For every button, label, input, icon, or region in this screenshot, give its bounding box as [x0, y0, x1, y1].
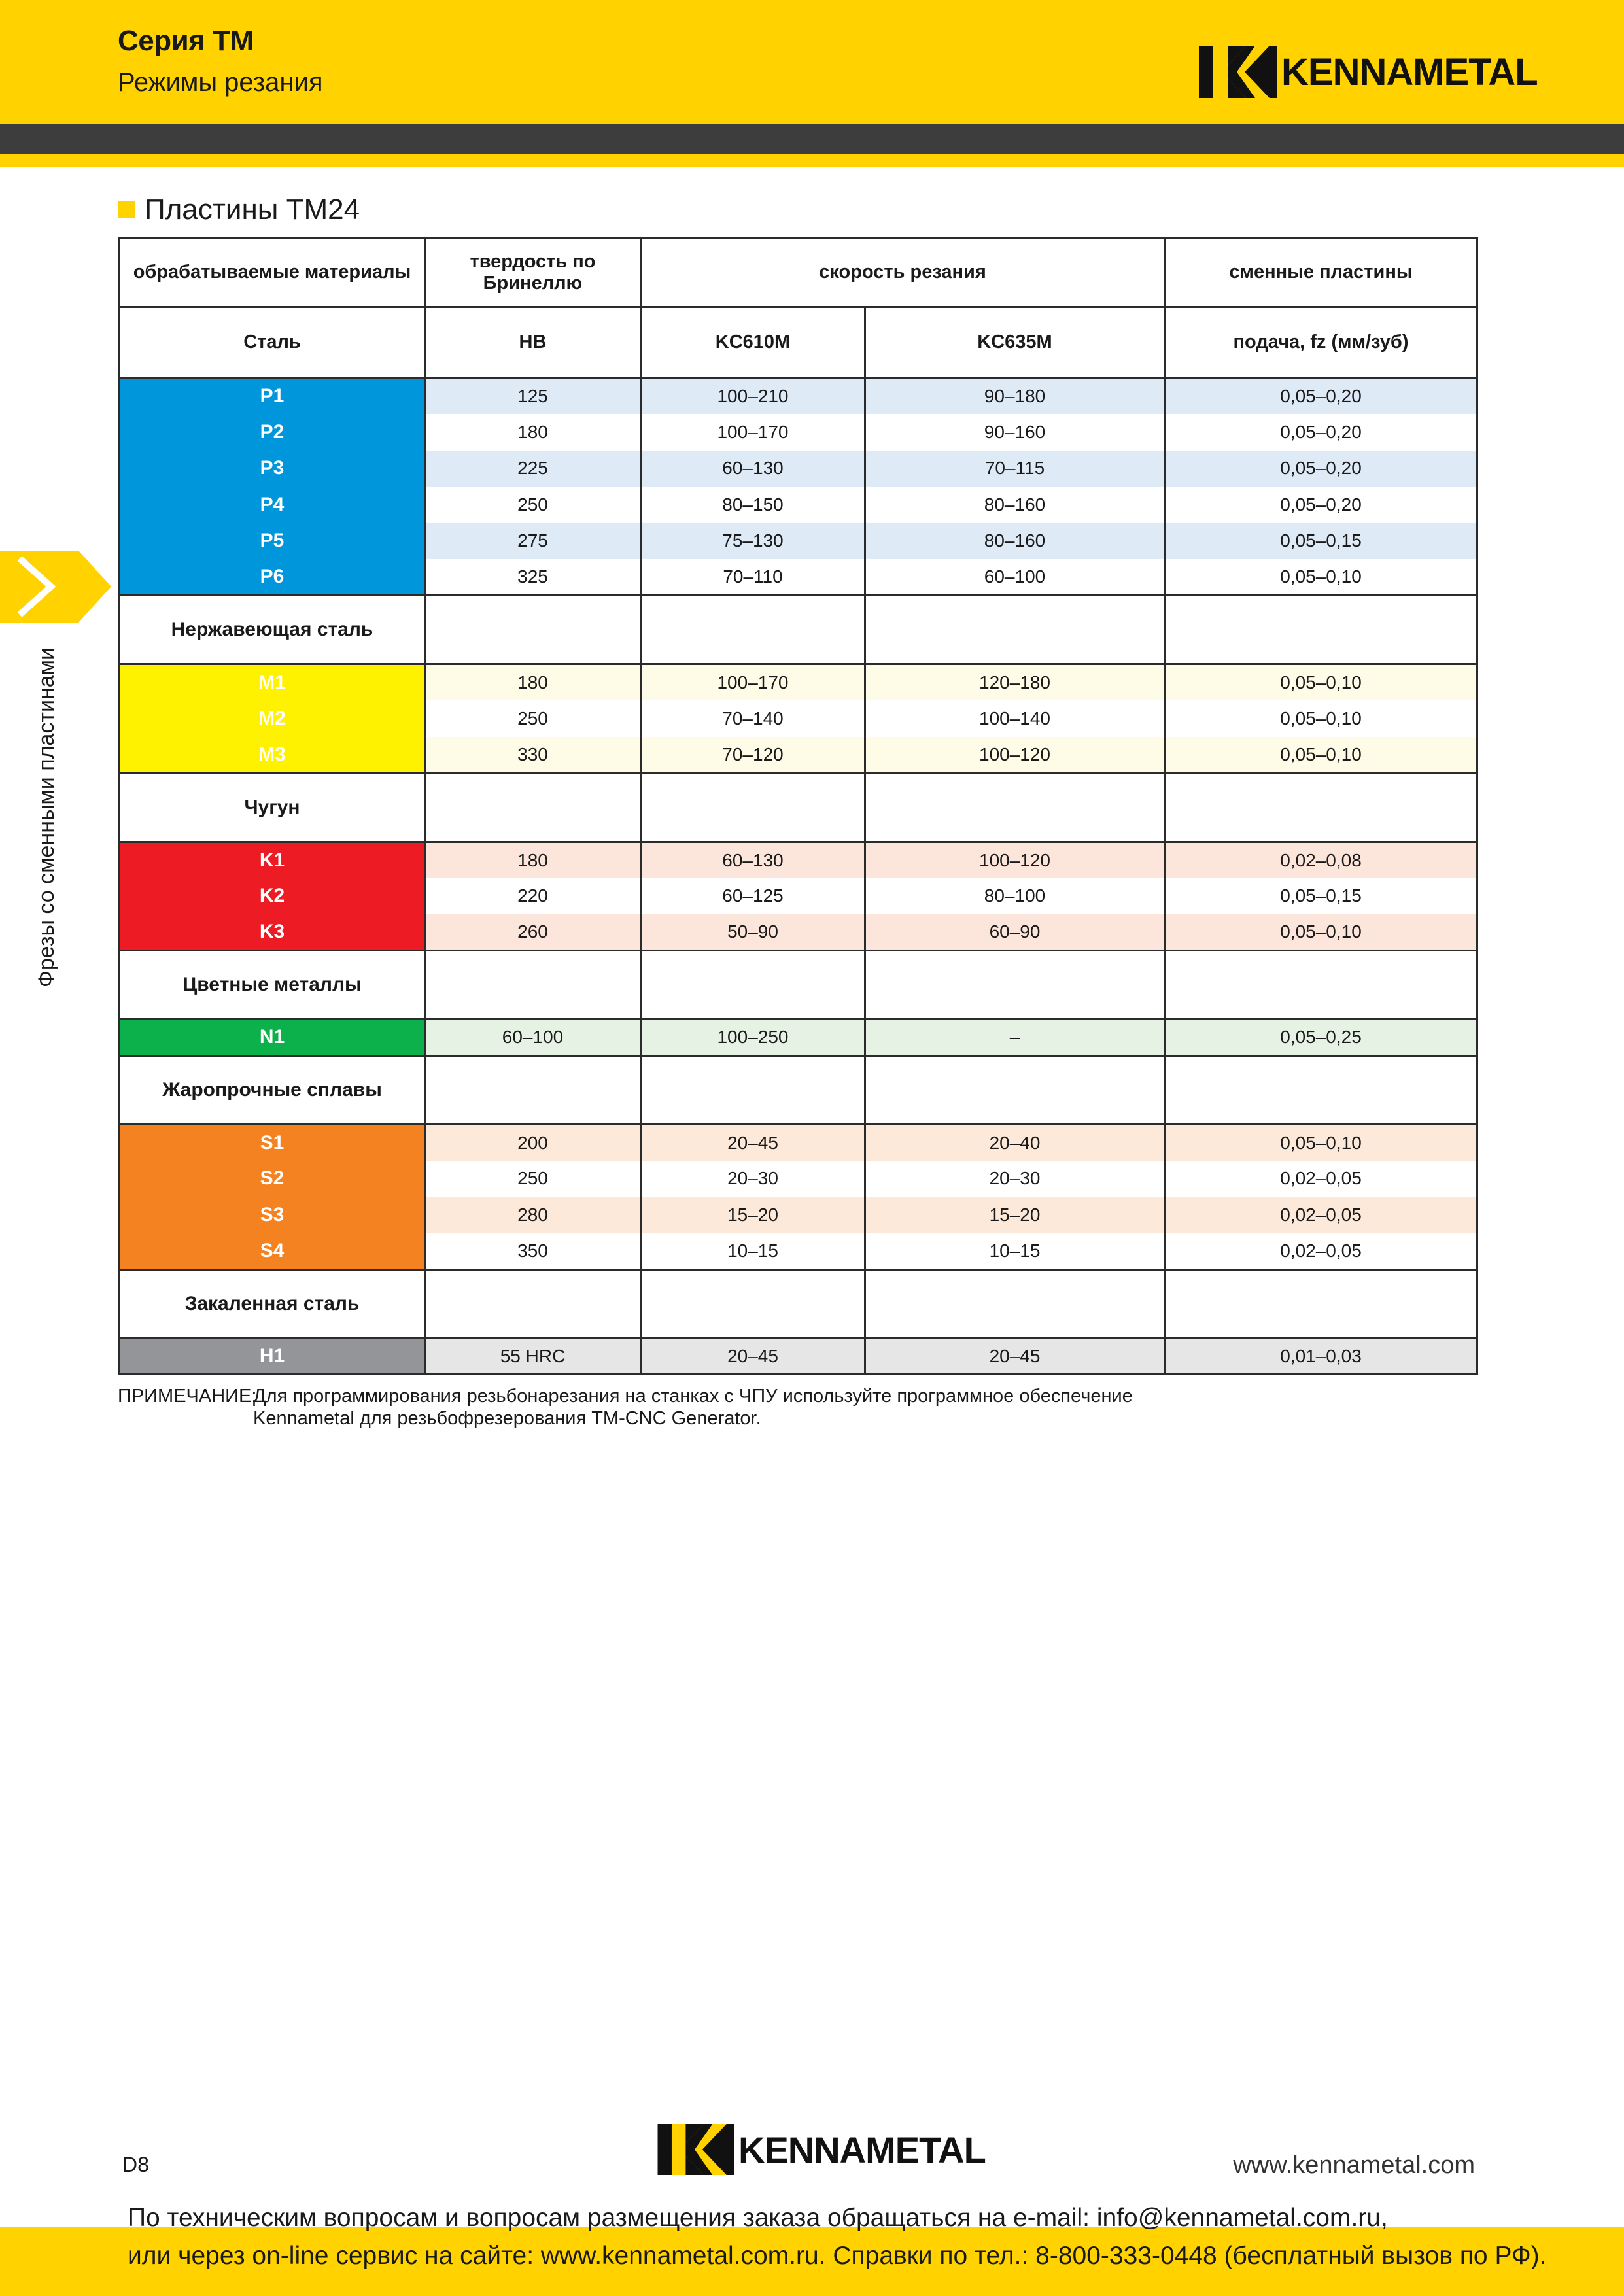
table-row — [120, 878, 1477, 915]
header-dark-band — [0, 124, 1624, 154]
table-row — [120, 914, 1477, 951]
contact-info — [128, 2199, 1547, 2275]
value-cell-hb: 220 — [425, 878, 641, 915]
group-header-empty-cell — [1165, 1269, 1477, 1338]
group-name: Жаропрочные сплавы — [120, 1055, 425, 1124]
value-cell-kc610m: 75–130 — [641, 523, 865, 560]
group-header-empty-cell — [425, 1269, 641, 1338]
table-row — [120, 1124, 1477, 1161]
value-cell-kc610m: 60–125 — [641, 878, 865, 915]
page-subtitle: Режимы резания — [118, 68, 323, 97]
table-row — [120, 414, 1477, 451]
material-code-cell: P3 — [120, 451, 425, 487]
group-header-empty-cell — [1165, 596, 1477, 664]
note-text: Для программирования резьбонарезания на станках с ЧПУ используйте программное обеспечение Kennametal для резьбофрезерования TM-CNC Generator. — [253, 1386, 1133, 1429]
value-cell-hb: 280 — [425, 1197, 641, 1233]
table-row — [120, 378, 1477, 415]
value-cell-hb: 60–100 — [425, 1019, 641, 1056]
value-cell-feed: 0,02–0,05 — [1165, 1197, 1477, 1233]
group-header-empty-cell — [641, 596, 865, 664]
kennametal-k-icon — [1199, 46, 1277, 98]
value-cell-feed: 0,05–0,15 — [1165, 523, 1477, 560]
value-cell-kc635m: 90–180 — [865, 378, 1165, 415]
value-cell-kc610m: 80–150 — [641, 487, 865, 523]
value-cell-kc610m: 20–45 — [641, 1124, 865, 1161]
material-code-cell: P1 — [120, 378, 425, 415]
group-header-row — [120, 1055, 1477, 1124]
material-code-cell: P4 — [120, 487, 425, 523]
value-cell-feed: 0,02–0,05 — [1165, 1161, 1477, 1197]
page-number: D8 — [122, 2153, 149, 2176]
group-header-empty-cell — [1165, 773, 1477, 842]
group-header-empty-cell — [865, 773, 1165, 842]
group-header-empty-cell — [641, 773, 865, 842]
value-cell-feed: 0,05–0,20 — [1165, 451, 1477, 487]
side-tab-label: Фрезы со сменными пластинами — [34, 647, 59, 987]
value-cell-kc635m: 20–30 — [865, 1161, 1165, 1197]
group-header-row — [120, 1269, 1477, 1338]
value-cell-kc635m: 120–180 — [865, 664, 1165, 701]
header-inserts: сменные пластины — [1165, 238, 1477, 307]
yellow-square-icon — [118, 201, 135, 218]
value-cell-kc610m: 70–110 — [641, 559, 865, 596]
value-cell-kc610m: 15–20 — [641, 1197, 865, 1233]
value-cell-kc635m: 100–120 — [865, 737, 1165, 774]
material-code-cell: P6 — [120, 559, 425, 596]
table-header-row — [120, 238, 1477, 307]
subheader-kc610m: KC610M — [641, 307, 865, 378]
kennametal-logo — [1199, 46, 1538, 98]
group-header-row — [120, 951, 1477, 1019]
value-cell-hb: 330 — [425, 737, 641, 774]
value-cell-kc635m: 80–160 — [865, 487, 1165, 523]
header-yellow-strip — [0, 154, 1624, 167]
header-speed: скорость резания — [641, 238, 1165, 307]
value-cell-hb: 180 — [425, 664, 641, 701]
value-cell-hb: 250 — [425, 487, 641, 523]
group-header-empty-cell — [425, 773, 641, 842]
material-code-cell: M3 — [120, 737, 425, 774]
group-header-empty-cell — [425, 596, 641, 664]
header-materials: обрабатываемые материалы — [120, 238, 425, 307]
footer-logo-wordmark: KENNAMETAL — [738, 2129, 986, 2170]
value-cell-feed: 0,05–0,10 — [1165, 914, 1477, 951]
group-header-empty-cell — [865, 1055, 1165, 1124]
subheader-steel: Сталь — [120, 307, 425, 378]
table-row — [120, 1161, 1477, 1197]
value-cell-kc610m: 10–15 — [641, 1233, 865, 1270]
value-cell-kc635m: 60–90 — [865, 914, 1165, 951]
group-name: Цветные металлы — [120, 951, 425, 1019]
value-cell-hb: 325 — [425, 559, 641, 596]
group-header-empty-cell — [865, 1269, 1165, 1338]
value-cell-kc635m: 100–140 — [865, 700, 1165, 737]
value-cell-kc635m: 80–100 — [865, 878, 1165, 915]
value-cell-kc635m: 15–20 — [865, 1197, 1165, 1233]
value-cell-kc635m: – — [865, 1019, 1165, 1056]
material-code-cell: N1 — [120, 1019, 425, 1056]
group-header-empty-cell — [641, 1055, 865, 1124]
value-cell-kc610m: 100–170 — [641, 414, 865, 451]
group-header-empty-cell — [1165, 951, 1477, 1019]
material-code-cell: K1 — [120, 842, 425, 878]
value-cell-hb: 250 — [425, 700, 641, 737]
group-header-empty-cell — [425, 951, 641, 1019]
footer-kennametal-logo — [657, 2124, 986, 2175]
section-title: Пластины TM24 — [145, 194, 360, 226]
value-cell-hb: 275 — [425, 523, 641, 560]
side-tab-chevron-icon — [0, 551, 111, 623]
value-cell-feed: 0,05–0,20 — [1165, 487, 1477, 523]
material-code-cell: S1 — [120, 1124, 425, 1161]
material-code-cell: P2 — [120, 414, 425, 451]
value-cell-feed: 0,05–0,10 — [1165, 559, 1477, 596]
group-header-row — [120, 773, 1477, 842]
website-link[interactable]: www.kennametal.com — [1233, 2151, 1475, 2179]
value-cell-hb: 200 — [425, 1124, 641, 1161]
value-cell-feed: 0,05–0,10 — [1165, 664, 1477, 701]
table-row — [120, 1019, 1477, 1056]
table-row — [120, 523, 1477, 560]
value-cell-kc610m: 60–130 — [641, 451, 865, 487]
value-cell-feed: 0,05–0,10 — [1165, 1124, 1477, 1161]
table-row — [120, 737, 1477, 774]
value-cell-feed: 0,05–0,20 — [1165, 414, 1477, 451]
material-code-cell: S3 — [120, 1197, 425, 1233]
value-cell-kc635m: 60–100 — [865, 559, 1165, 596]
material-code-cell: M1 — [120, 664, 425, 701]
subheader-feed: подача, fz (мм/зуб) — [1165, 307, 1477, 378]
cutting-data-table — [118, 237, 1478, 1375]
value-cell-feed: 0,02–0,05 — [1165, 1233, 1477, 1270]
value-cell-kc635m: 20–40 — [865, 1124, 1165, 1161]
table-row — [120, 1233, 1477, 1270]
value-cell-hb: 250 — [425, 1161, 641, 1197]
value-cell-kc610m: 70–140 — [641, 700, 865, 737]
group-header-row — [120, 596, 1477, 664]
value-cell-kc635m: 80–160 — [865, 523, 1165, 560]
header-hardness: твердость по Бринеллю — [425, 238, 641, 307]
table-subheader-row — [120, 307, 1477, 378]
logo-wordmark: KENNAMETAL — [1281, 50, 1538, 94]
value-cell-kc610m: 50–90 — [641, 914, 865, 951]
table-row — [120, 700, 1477, 737]
subheader-kc635m: KC635M — [865, 307, 1165, 378]
material-code-cell: S4 — [120, 1233, 425, 1270]
subheader-hb: HB — [425, 307, 641, 378]
value-cell-feed: 0,05–0,10 — [1165, 737, 1477, 774]
value-cell-feed: 0,05–0,15 — [1165, 878, 1477, 915]
kennametal-k-icon — [657, 2124, 734, 2175]
value-cell-hb: 125 — [425, 378, 641, 415]
value-cell-hb: 180 — [425, 414, 641, 451]
value-cell-kc635m: 100–120 — [865, 842, 1165, 878]
material-code-cell: S2 — [120, 1161, 425, 1197]
value-cell-kc635m: 90–160 — [865, 414, 1165, 451]
value-cell-feed: 0,05–0,20 — [1165, 378, 1477, 415]
value-cell-kc635m: 20–45 — [865, 1338, 1165, 1375]
value-cell-kc610m: 100–250 — [641, 1019, 865, 1056]
value-cell-hb: 225 — [425, 451, 641, 487]
value-cell-feed: 0,05–0,10 — [1165, 700, 1477, 737]
table-row — [120, 559, 1477, 596]
value-cell-kc610m: 100–210 — [641, 378, 865, 415]
table-row — [120, 664, 1477, 701]
value-cell-kc635m: 70–115 — [865, 451, 1165, 487]
group-header-empty-cell — [641, 1269, 865, 1338]
contact-line-2: или через on-line сервис на сайте: www.kennametal.com.ru. Справки по тел.: 8-800-333-0448 (бесплатный вызов по РФ). — [128, 2242, 1547, 2270]
table-row — [120, 1197, 1477, 1233]
value-cell-hb: 55 HRC — [425, 1338, 641, 1375]
group-header-empty-cell — [425, 1055, 641, 1124]
value-cell-kc610m: 70–120 — [641, 737, 865, 774]
value-cell-hb: 350 — [425, 1233, 641, 1270]
note-label: ПРИМЕЧАНИЕ: — [118, 1386, 257, 1407]
material-code-cell: K2 — [120, 878, 425, 915]
value-cell-feed: 0,05–0,25 — [1165, 1019, 1477, 1056]
value-cell-kc610m: 60–130 — [641, 842, 865, 878]
value-cell-hb: 260 — [425, 914, 641, 951]
group-header-empty-cell — [1165, 1055, 1477, 1124]
table-row — [120, 1338, 1477, 1375]
contact-line-1: По техническим вопросам и вопросам размещения заказа обращаться на e-mail: info@kennametal.com.ru, — [128, 2204, 1388, 2232]
page-title: Серия TM — [118, 25, 254, 57]
group-name: Чугун — [120, 773, 425, 842]
group-header-empty-cell — [641, 951, 865, 1019]
value-cell-kc635m: 10–15 — [865, 1233, 1165, 1270]
table-row — [120, 842, 1477, 878]
group-header-empty-cell — [865, 596, 1165, 664]
material-code-cell: P5 — [120, 523, 425, 560]
page-header — [0, 0, 1624, 124]
value-cell-feed: 0,01–0,03 — [1165, 1338, 1477, 1375]
group-name: Нержавеющая сталь — [120, 596, 425, 664]
value-cell-feed: 0,02–0,08 — [1165, 842, 1477, 878]
group-header-empty-cell — [865, 951, 1165, 1019]
value-cell-kc610m: 20–45 — [641, 1338, 865, 1375]
value-cell-hb: 180 — [425, 842, 641, 878]
value-cell-kc610m: 100–170 — [641, 664, 865, 701]
group-name: Закаленная сталь — [120, 1269, 425, 1338]
table-row — [120, 451, 1477, 487]
table-row — [120, 487, 1477, 523]
material-code-cell: M2 — [120, 700, 425, 737]
section-heading — [118, 194, 360, 226]
material-code-cell: H1 — [120, 1338, 425, 1375]
value-cell-kc610m: 20–30 — [641, 1161, 865, 1197]
material-code-cell: K3 — [120, 914, 425, 951]
